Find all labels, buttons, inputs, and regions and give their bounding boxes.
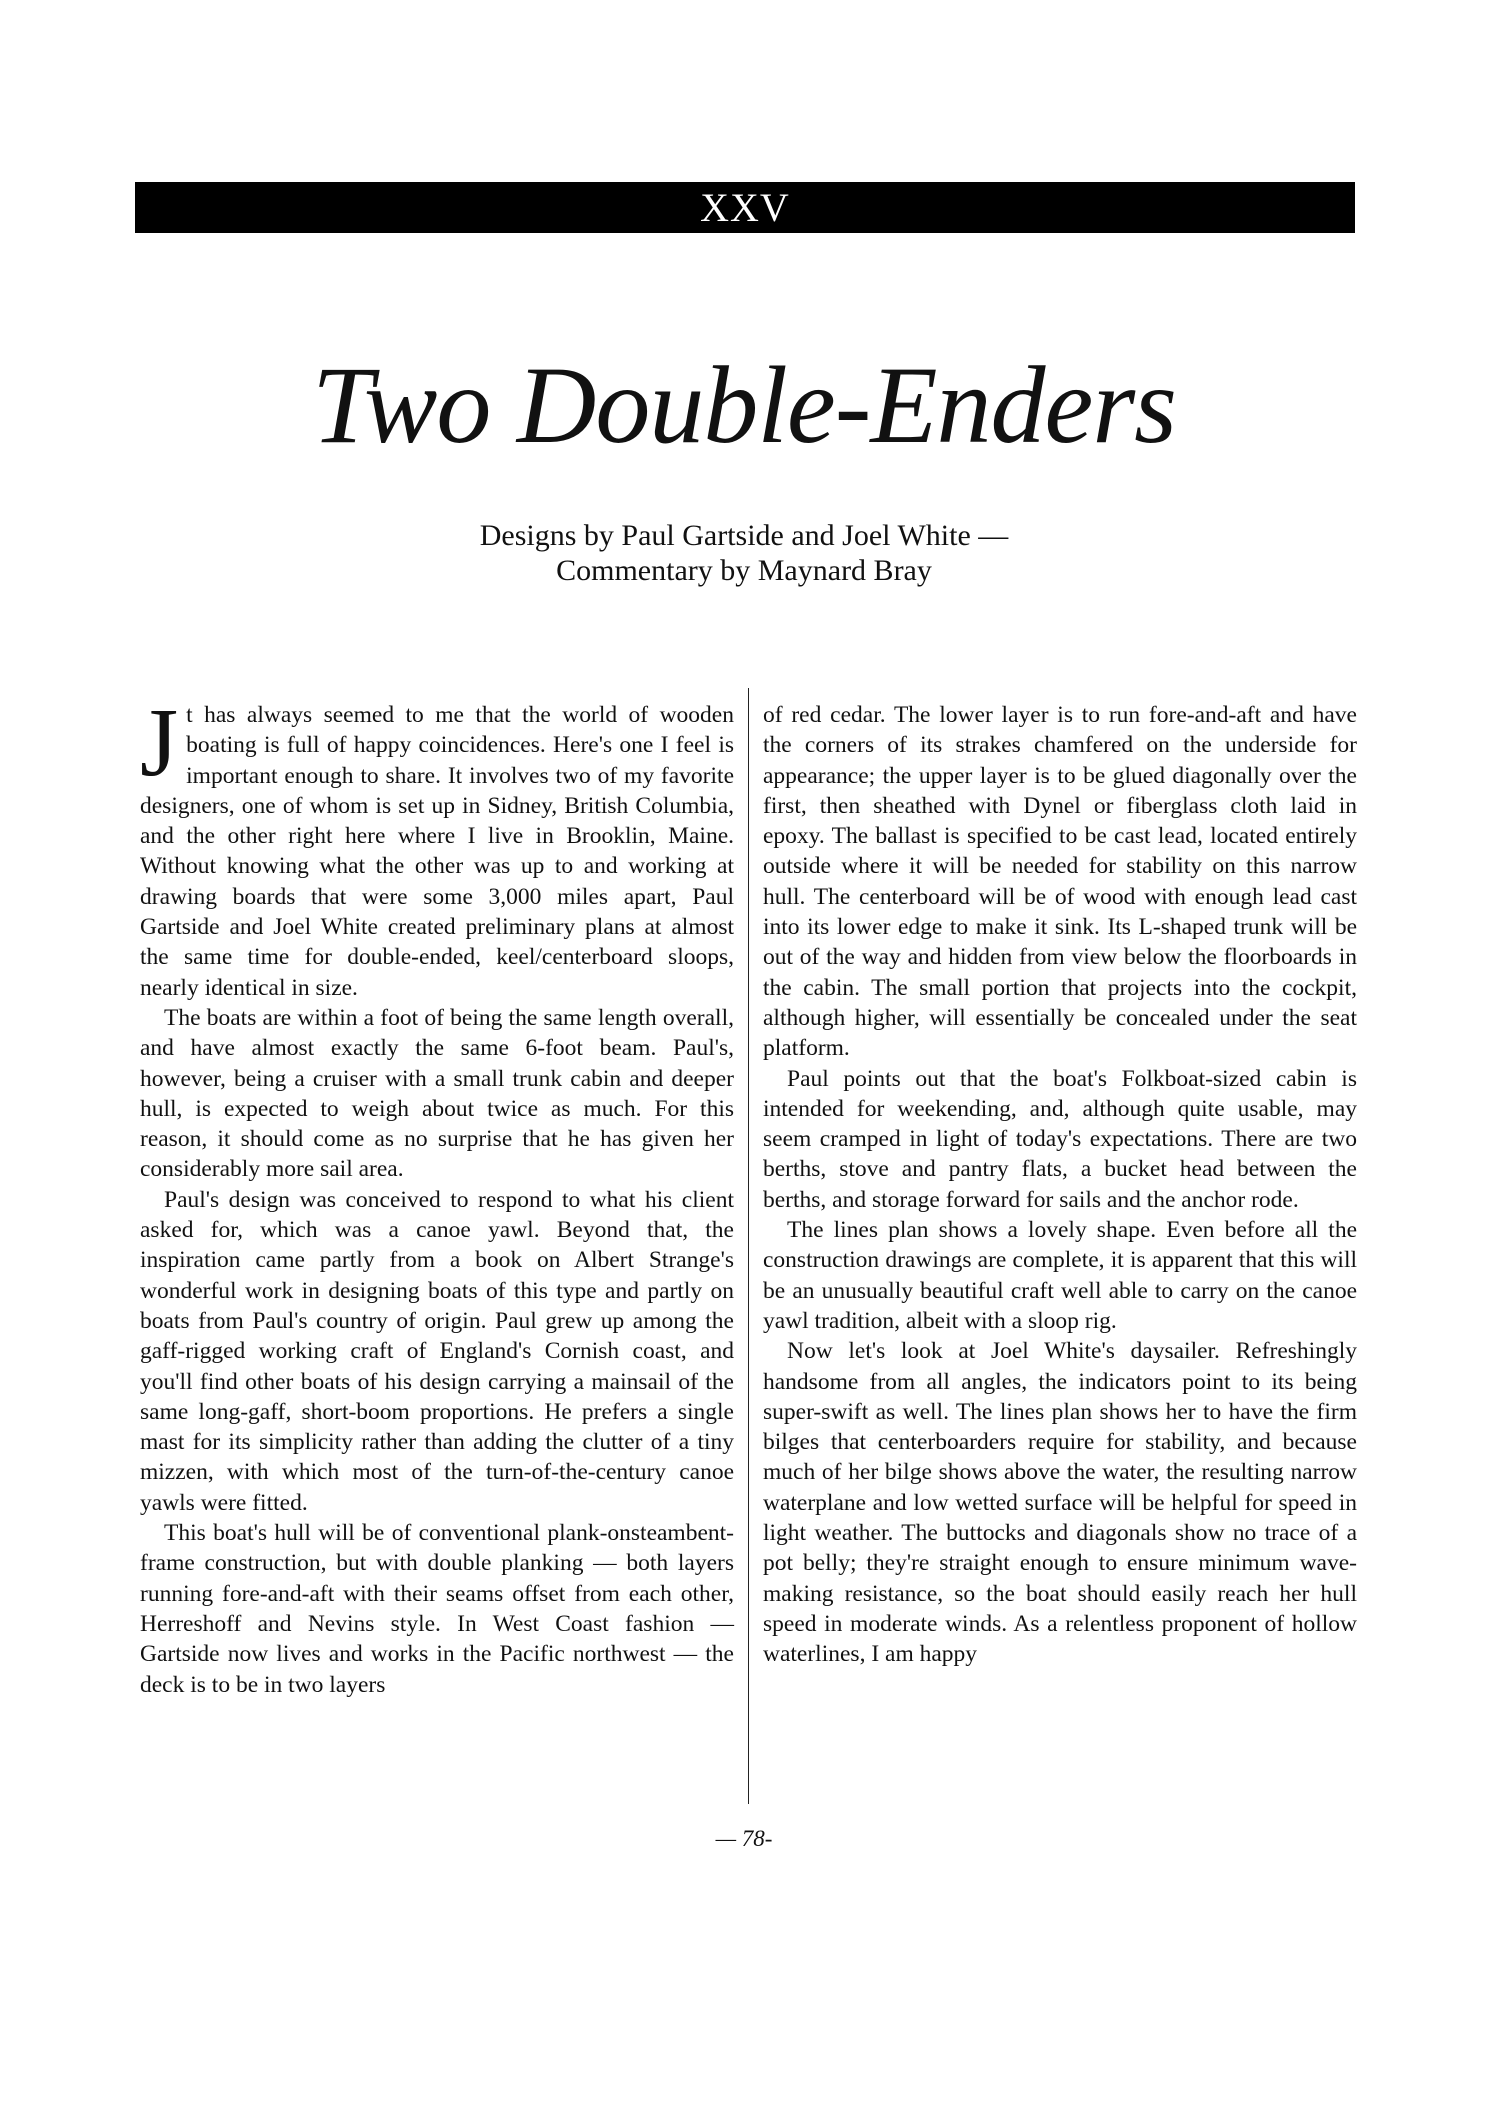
paragraph: Paul's design was conceived to respond to what his client asked for, which was a canoe yawl. Beyond that, the inspiration came partly from a book on Albert Strange's wonderful work in designing boats of this type and partly on boats from Paul's country of origin. Paul grew up among the gaff-rigged working craft of England's Cornish coast, and you'll find other boats of his design carrying a mainsail of the same long-gaff, short-boom proportions. He prefers a single mast for its simplicity rather than adding the clutter of a tiny mizzen, with which most of the turn-of-the-century canoe yawls were fitted. [140,1186,734,1516]
page-number: — 78- [715,1826,773,1851]
right-text-column [763,700,1357,1670]
chapter-number-bar: XXV [135,182,1355,233]
paragraph: Paul points out that the boat's Folkboat-sized cabin is intended for weekending, and, although quite usable, may seem cramped in light of today's expectations. There are two berths, stove and pantry flats, a bucket head between the berths, and storage forward for sails and the anchor rode. [763,1065,1357,1213]
byline-designers: Designs by Paul Gartside and Joel White — [479,519,1009,552]
paragraph [140,689,734,1003]
paragraph: The boats are within a foot of being the same length overall, and have almost exactly the same 6-foot beam. Paul's, however, being a cruiser with a small trunk cabin and deeper hull, is expected to weigh about twice as much. For this reason, it should come as no surprise that he has given her considerably more sail area. [140,1004,734,1183]
left-text-column [140,689,734,1700]
drop-cap: J [140,689,179,797]
byline-commentary: Commentary by Maynard Bray [556,554,932,587]
paragraph: Now let's look at Joel White's daysailer. Refreshingly handsome from all angles, the indicators point to its being super-swift as well. The lines plan shows her to have the firm bilges that centerboarders require for stability, and because much of her bilge shows above the water, the resulting narrow waterplane and low wetted surface will be helpful for speed in light weather. The buttocks and diagonals show no trace of a pot belly; they're straight enough to ensure minimum wave-making resistance, so the boat should easily reach her hull speed in moderate winds. As a relentless proponent of hollow waterlines, I am happy [763,1338,1357,1668]
article-title: Two Double-Enders [312,344,1176,466]
paragraph-text: t has always seemed to me that the world of wooden boating is full of happy coincidences. Here's one I feel is important enough to share. It involves two of my favorite designers, one of whom is set up in Sidney, British Columbia, and the other right here where I live in Brooklin, Maine. Without knowing what the other was up to and working at drawing boards that were some 3,000 miles apart, Paul Gartside and Joel White created preliminary plans at almost the same time for double-ended, keel/centerboard sloops, nearly identical in size. [140,702,734,1001]
paragraph: This boat's hull will be of conventional plank-onsteambent-frame construction, but with double planking — both layers running fore-and-aft with their seams offset from each other, Herreshoff and Nevins style. In West Coast fashion — Gartside now lives and works in the Pacific northwest — the deck is to be in two layers [140,1520,734,1698]
byline [0,518,1488,588]
column-divider [748,688,749,1804]
paragraph: of red cedar. The lower layer is to run fore-and-aft and have the corners of its strakes chamfered on the underside for appearance; the upper layer is to be glued diagonally over the first, then sheathed with Dynel or fiberglass cloth laid in epoxy. The ballast is specified to be cast lead, located entirely outside where it will be needed for stability on this narrow hull. The centerboard will be of wood with enough lead cast into its lower edge to make it sink. Its L-shaped trunk will be out of the way and hidden from view below the floorboards in the cabin. The small portion that projects into the cockpit, although higher, will essentially be concealed under the seat platform. [763,702,1357,1062]
paragraph: The lines plan shows a lovely shape. Even before all the construction drawings are complete, it is apparent that this will be an unusually beautiful craft well able to carry on the canoe yawl tradition, albeit with a sloop rig. [763,1217,1357,1334]
